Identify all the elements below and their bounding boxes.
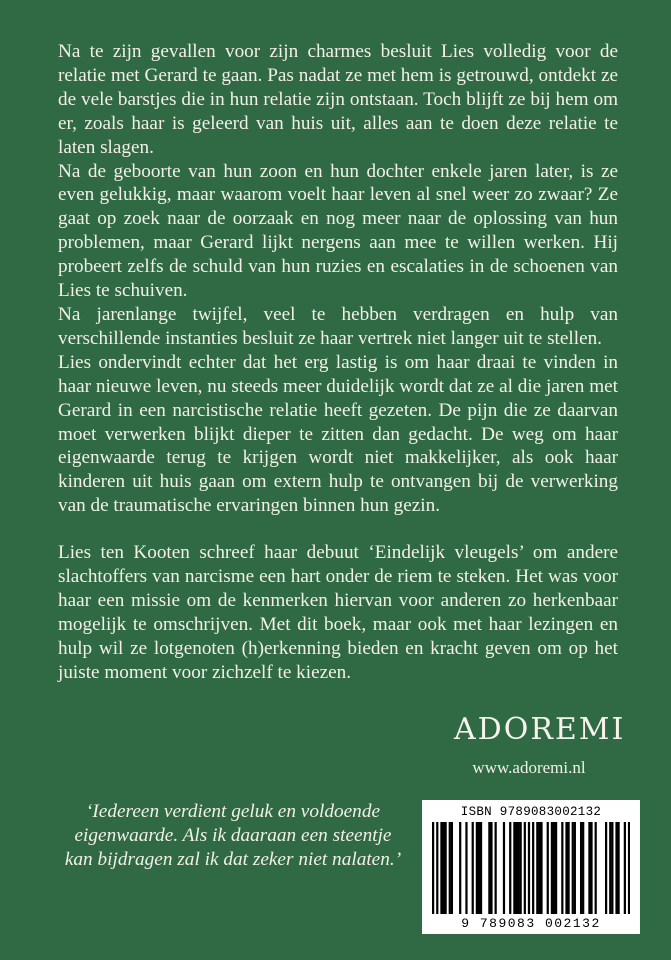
barcode-bar: [588, 822, 590, 914]
barcode-bar: [582, 822, 584, 914]
blurb-paragraph-1: Na te zijn gevallen voor zijn charmes besluit Lies volledig voor de relatie met Gerard te gaan. Pas nadat ze met hem is getrouwd, ontdekt ze de vele barstjes die in hun relatie zijn ontstaan. Toch blijft ze bij hem om er, zoals haar is geleerd van huis uit, alles aan te doen deze relatie te laten slagen.: [58, 41, 618, 158]
barcode-bar: [567, 822, 569, 914]
barcode-bar: [572, 822, 574, 914]
barcode-bar: [595, 822, 597, 914]
publisher-logo: ADOREMI: [454, 712, 626, 747]
barcode-bar: [615, 822, 617, 914]
barcode-bar: [440, 822, 442, 914]
barcode-bar: [503, 822, 505, 914]
barcode-bar: [513, 822, 515, 914]
barcode-bar: [520, 822, 522, 914]
barcode-bar: [547, 822, 549, 914]
isbn-barcode: [422, 800, 640, 934]
barcode-bar: [553, 822, 555, 914]
author-quote: ‘Iedereen verdient geluk en voldoende eigenwaarde. Als ik daaraan een steentje kan bijdragen zal ik dat zeker niet nalaten.’: [64, 801, 402, 870]
author-bio: Lies ten Kooten schreef haar debuut ‘Eindelijk vleugels’ om andere slachtoffers van narcisme een hart onder de riem te steken. Het was voor haar een missie om de kenmerken hiervan voor anderen zo herkenbaar mogelijk te omschrijven. Met dit boek, maar ook met haar lezingen en hulp wil ze lotgenoten (h)erkenning bieden en kracht geven om op het juiste moment voor zichzelf te kiezen.: [58, 542, 618, 683]
barcode-bar: [605, 822, 607, 914]
barcode-digits: 9 789083 002132: [461, 916, 601, 931]
barcode-bar: [611, 822, 613, 914]
barcode-bar: [565, 822, 567, 914]
barcode-bar: [451, 822, 453, 914]
barcode-bar: [532, 822, 534, 914]
back-cover-blurb: [58, 40, 618, 685]
barcode-bar: [617, 822, 619, 914]
barcode-bar: [472, 822, 474, 914]
barcode-bar: [590, 822, 592, 914]
barcode-bar: [574, 822, 576, 914]
barcode-bar: [465, 822, 467, 914]
barcode-bar: [624, 822, 626, 914]
barcode-bar: [561, 822, 563, 914]
barcode-bar: [524, 822, 526, 914]
barcode-bar: [515, 822, 517, 914]
barcode-bar: [432, 822, 434, 914]
publisher-url: www.adoremi.nl: [472, 758, 586, 777]
barcode-bar: [459, 822, 461, 914]
paragraph-gap: [58, 518, 618, 541]
barcode-bar: [509, 822, 511, 914]
barcode-bar: [540, 822, 542, 914]
barcode-bar: [551, 822, 553, 914]
barcode-bar: [442, 822, 444, 914]
barcode-bar: [490, 822, 492, 914]
barcode-bar: [536, 822, 538, 914]
barcode-bar: [538, 822, 540, 914]
barcode-bar: [495, 822, 497, 914]
barcode-bar: [478, 822, 480, 914]
barcode-bar: [480, 822, 482, 914]
blurb-paragraph-4: Lies ondervindt echter dat het erg lastig is om haar draai te vinden in haar nieuwe leven, nu steeds meer duidelijk wordt dat ze al die jaren met Gerard in een narcistische relatie heeft gezeten. De pijn die ze daarvan moet verwerken blijkt dieper te zitten dan gedacht. De weg om haar eigenwaarde terug te krijgen wordt niet makkelijker, als ook haar kinderen uit huis gaan om extern hulp te ontvangen bij de verwerking van de traumatische ervaringen binnen hun gezin.: [58, 351, 618, 517]
barcode-bar: [449, 822, 451, 914]
blurb-paragraph-3: Na jarenlange twijfel, veel te hebben verdragen en hulp van verschillende instanties besluit ze haar vertrek niet langer uit te stellen.: [58, 303, 618, 349]
barcode-bar: [476, 822, 478, 914]
publisher-block: [454, 712, 626, 778]
barcode-bar: [609, 822, 611, 914]
barcode-bar: [488, 822, 490, 914]
isbn-label: ISBN 9789083002132: [460, 805, 602, 819]
barcode-bar: [436, 822, 438, 914]
barcode-bars: [432, 822, 630, 914]
barcode-bar: [445, 822, 447, 914]
blurb-paragraph-2: Na de geboorte van hun zoon en hun dochter enkele jaren later, is ze even gelukkig, maar waarom voelt haar leven al snel weer zo zwaar? Ze gaat op zoek naar de oorzaak en nog meer naar de oplossing van hun problemen, maar Gerard lijkt nergens aan mee te willen werken. Hij probeert zelfs de schuld van hun ruzies en escalaties in de schoenen van Lies te schuiven.: [58, 160, 618, 302]
barcode-bar: [528, 822, 530, 914]
barcode-bar: [628, 822, 630, 914]
barcode-bar: [517, 822, 519, 914]
barcode-bar: [555, 822, 557, 914]
barcode-bar: [580, 822, 582, 914]
